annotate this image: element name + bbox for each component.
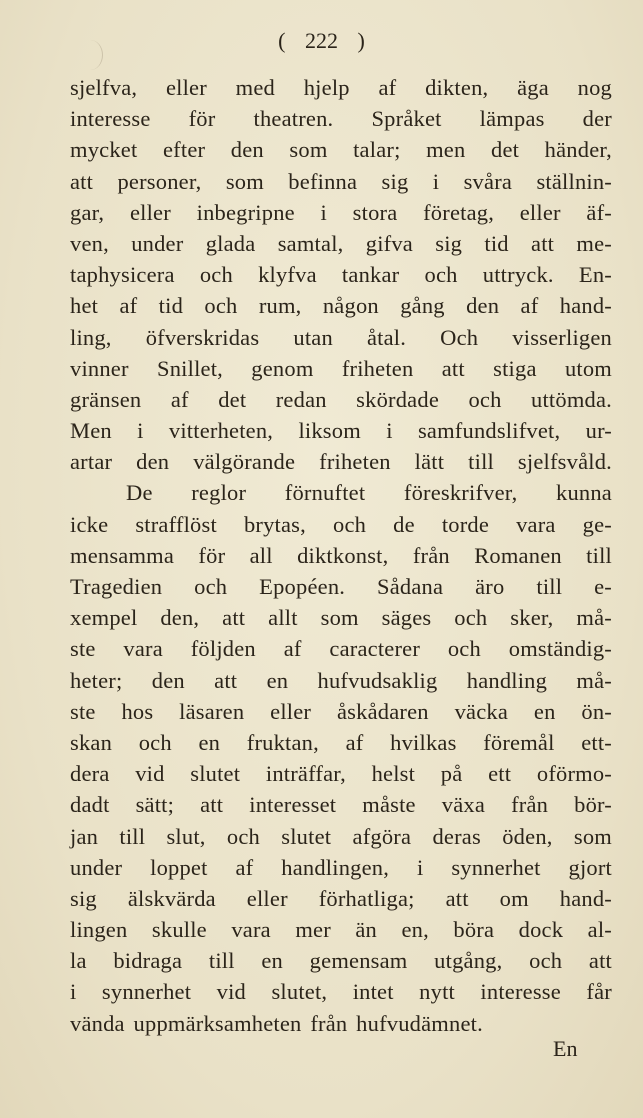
text-line: i synnerhet vid slutet, intet nytt interesse får	[70, 979, 612, 1005]
text-line: la bidraga till en gemensam utgång, och att	[70, 948, 612, 974]
text-line: gränsen af det redan skördade och uttömda.	[70, 386, 612, 412]
text-line: vända uppmärksamheten från hufvudämnet.	[70, 1010, 483, 1036]
text-line: ste vara följden af caracterer och omständig-	[70, 636, 612, 662]
text-line: taphysicera och klyfva tankar och uttryck. En-	[70, 262, 612, 288]
text-line: mensamma för all diktkonst, från Romanen till	[70, 542, 612, 568]
text-line: gar, eller inbegripne i stora företag, eller äf-	[70, 199, 612, 225]
text-line: Men i vitterheten, liksom i samfundslifvet, ur-	[70, 418, 612, 444]
text-line: sig älskvärda eller förhatliga; att om hand-	[70, 885, 612, 911]
text-line: ven, under glada samtal, gifva sig tid att me-	[70, 230, 612, 256]
body-text	[70, 72, 612, 1039]
text-line: skan och en fruktan, af hvilkas föremål ett-	[70, 729, 612, 755]
page-number: ( 222 )	[278, 28, 365, 53]
text-line: att personer, som befinna sig i svåra ställnin-	[70, 168, 612, 194]
text-line: vinner Snillet, genom friheten att stiga utom	[70, 355, 612, 381]
text-line: xempel den, att allt som säges och sker, må-	[70, 605, 612, 631]
paragraph-start-line: De reglor förnuftet föreskrifver, kunna	[126, 480, 612, 506]
text-line: dera vid slutet inträffar, helst på ett oförmo-	[70, 761, 612, 787]
text-line: heter; den att en hufvudsaklig handling må-	[70, 667, 612, 693]
text-line: under loppet af handlingen, i synnerhet gjort	[70, 854, 612, 880]
catchword: En	[553, 1036, 578, 1061]
text-line: ling, öfverskridas utan åtal. Och visserligen	[70, 324, 612, 350]
text-line: ste hos läsaren eller åskådaren väcka en ön-	[70, 698, 612, 724]
text-line: artar den välgörande friheten lätt till sjelfsvåld.	[70, 449, 612, 475]
text-line: lingen skulle vara mer än en, böra dock al-	[70, 917, 612, 943]
text-line: mycket efter den som talar; men det händer,	[70, 137, 612, 163]
text-line: interesse för theatren. Språket lämpas der	[70, 106, 612, 132]
text-line: dadt sätt; att interesset måste växa från bör-	[70, 792, 612, 818]
text-line: het af tid och rum, någon gång den af hand-	[70, 293, 612, 319]
text-line: jan till slut, och slutet afgöra deras öden, som	[70, 823, 612, 849]
text-line: sjelfva, eller med hjelp af dikten, äga nog	[70, 75, 612, 100]
text-line: icke strafflöst brytas, och de torde vara ge-	[70, 511, 612, 537]
text-line: Tragedien och Epopéen. Sådana äro till e-	[70, 574, 612, 599]
